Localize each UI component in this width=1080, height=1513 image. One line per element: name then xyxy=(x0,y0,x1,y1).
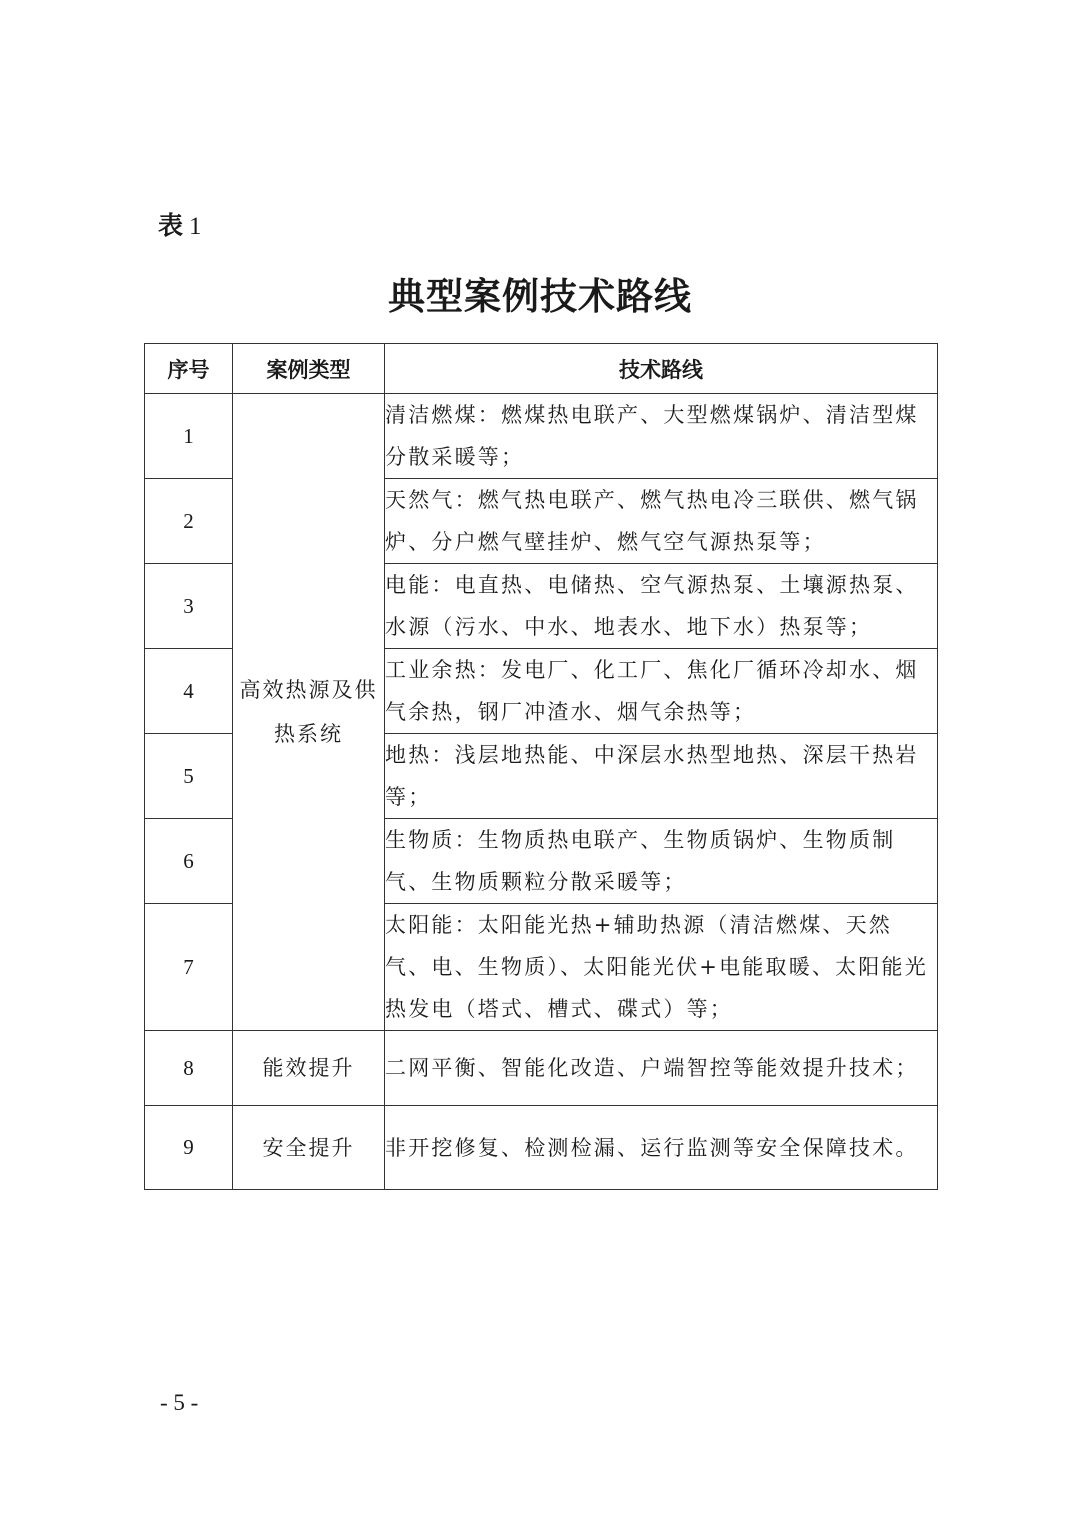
seq-cell: 4 xyxy=(145,649,233,734)
route-cell: 电能：电直热、电储热、空气源热泵、土壤源热泵、水源（污水、中水、地表水、地下水）热泵等； xyxy=(385,564,938,649)
seq-cell: 3 xyxy=(145,564,233,649)
route-cell: 非开挖修复、检测检漏、运行监测等安全保障技术。 xyxy=(385,1106,938,1190)
table-header-row xyxy=(145,344,938,394)
header-case-type: 案例类型 xyxy=(233,344,385,394)
table-label xyxy=(158,206,202,242)
route-cell: 天然气：燃气热电联产、燃气热电冷三联供、燃气锅炉、分户燃气壁挂炉、燃气空气源热泵等； xyxy=(385,479,938,564)
page-title: 典型案例技术路线 xyxy=(388,275,692,318)
route-cell: 工业余热：发电厂、化工厂、焦化厂循环冷却水、烟气余热，钢厂冲渣水、烟气余热等； xyxy=(385,649,938,734)
technical-routes-table xyxy=(144,343,938,1190)
case-type-cell-efficiency-upgrade: 能效提升 xyxy=(233,1031,385,1106)
route-cell: 太阳能：太阳能光热+辅助热源（清洁燃煤、天然气、电、生物质）、太阳能光伏+电能取暖、太阳能光热发电（塔式、槽式、碟式）等； xyxy=(385,904,938,1031)
seq-cell: 6 xyxy=(145,819,233,904)
route-cell: 清洁燃煤：燃煤热电联产、大型燃煤锅炉、清洁型煤分散采暖等； xyxy=(385,394,938,479)
seq-cell: 2 xyxy=(145,479,233,564)
route-cell: 生物质：生物质热电联产、生物质锅炉、生物质制气、生物质颗粒分散采暖等； xyxy=(385,819,938,904)
case-type-cell-safety-upgrade: 安全提升 xyxy=(233,1106,385,1190)
page-number: - 5 - xyxy=(160,1390,199,1415)
case-type-cell-efficient-heat-source: 高效热源及供热系统 xyxy=(233,394,385,1031)
table-row xyxy=(145,1031,938,1106)
table-row xyxy=(145,1106,938,1190)
table-row xyxy=(145,394,938,479)
seq-cell: 8 xyxy=(145,1031,233,1106)
header-technical-route: 技术路线 xyxy=(385,344,938,394)
seq-cell: 9 xyxy=(145,1106,233,1190)
table-label-prefix: 表 xyxy=(158,211,184,240)
seq-cell: 7 xyxy=(145,904,233,1031)
seq-cell: 5 xyxy=(145,734,233,819)
table-label-number: 1 xyxy=(189,213,202,240)
seq-cell: 1 xyxy=(145,394,233,479)
route-cell: 地热：浅层地热能、中深层水热型地热、深层干热岩等； xyxy=(385,734,938,819)
route-cell: 二网平衡、智能化改造、户端智控等能效提升技术； xyxy=(385,1031,938,1106)
header-seq: 序号 xyxy=(145,344,233,394)
